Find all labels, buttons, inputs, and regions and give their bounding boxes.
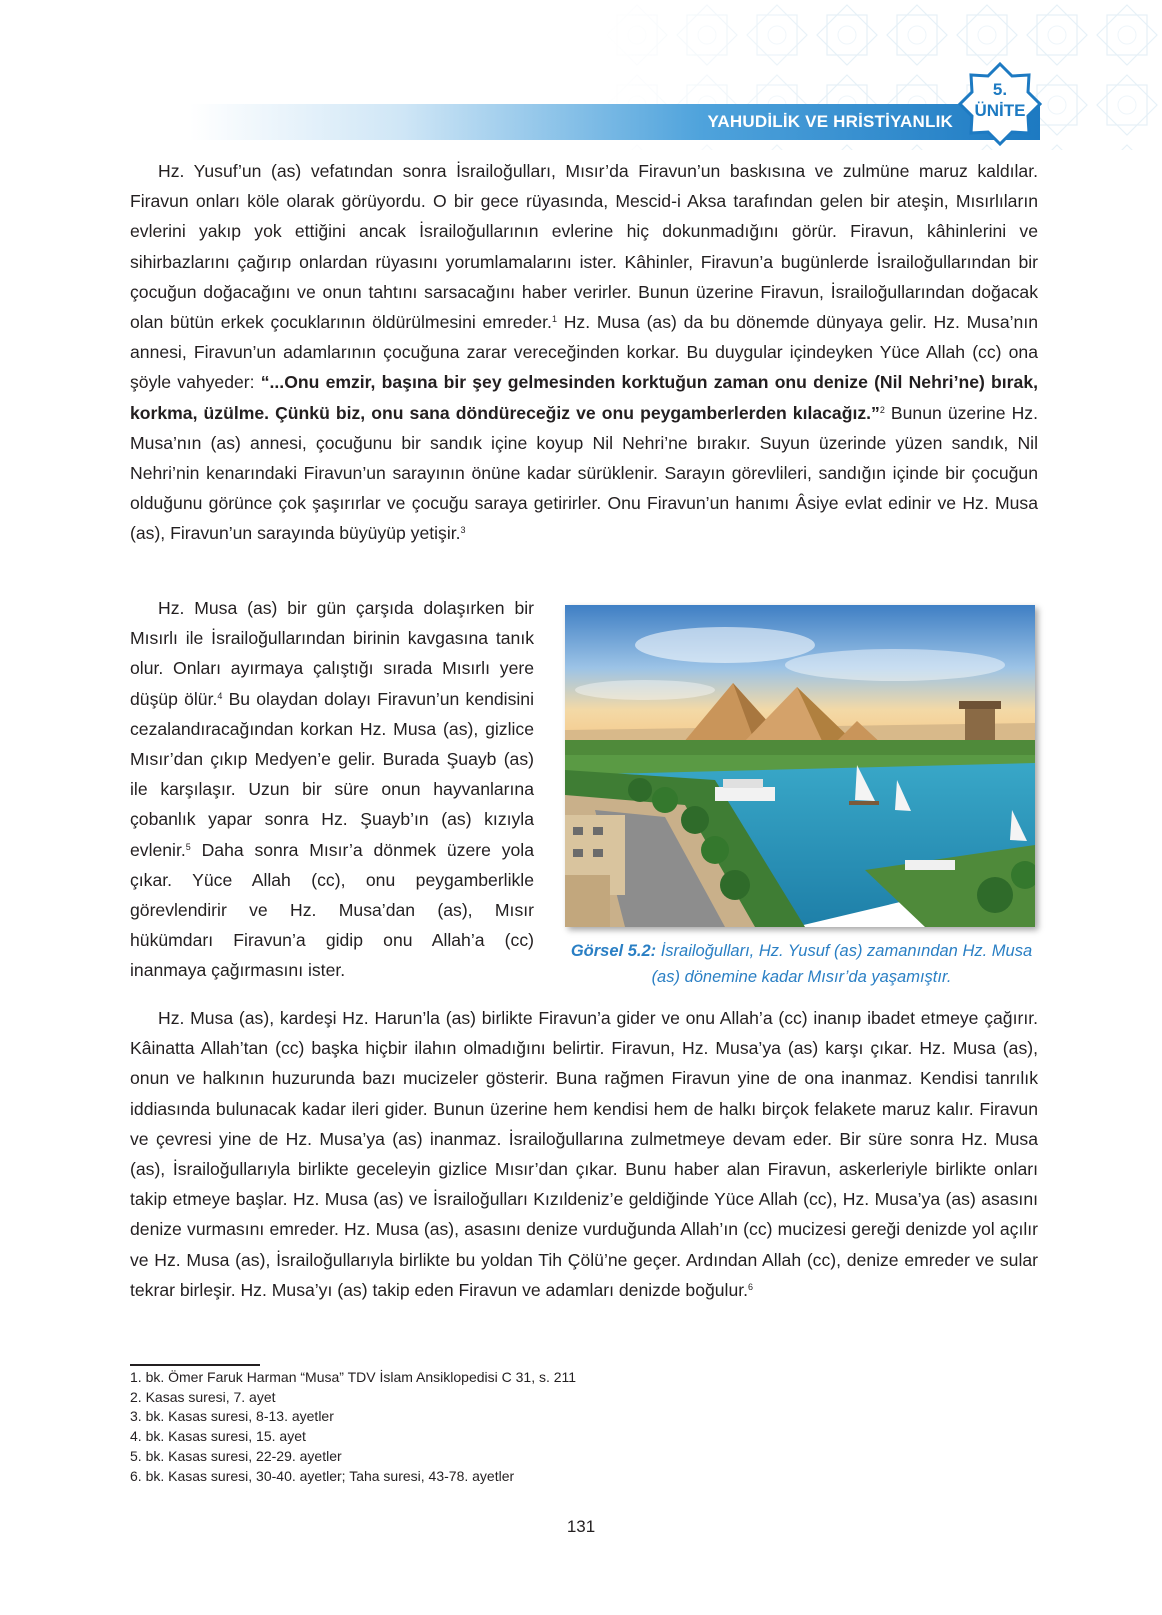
footnote-ref-3: 3 xyxy=(460,525,466,536)
chapter-title: YAHUDİLİK VE HRİSTİYANLIK xyxy=(707,112,953,131)
paragraph-2-text-c: Daha sonra Mısır’a dönmek üzere yola çıkar. Yüce Allah (cc), onu peygamberlikle görevlendirir ve Hz. Musa’dan (as), Mısır hükümdarı Firavun’a gidip onu Allah’a (cc) inanmaya çağırmasını ister. xyxy=(130,839,534,981)
footnote-ref-6: 6 xyxy=(748,1281,754,1292)
paragraph-3-text: Hz. Musa (as), kardeşi Hz. Harun’la (as) birlikte Firavun’a gider ve onu Allah’a (cc) inanıp ibadet etmeye çağırır. Kâinatta Allah’tan (cc) başka hiçbir ilahın olmadığını belirtir. Firavun, Hz. Musa’ya (as) karşı çıkar. Hz. Musa (as), onun ve halkının huzurunda bazı mucizeler gösterir. Buna rağmen Firavun yine de ona inanmaz. Kendisi tanrılık iddiasında bulunacak kadar ileri gider. Bunun üzerine hem kendisi hem de halkı birçok felakete maruz kalır. Firavun ve çevresi yine de Hz. Musa’ya (as) inanmaz. İsrailoğullarına zulmetmeye devam eder. Bir süre sonra Hz. Musa (as), İsrailoğullarıyla birlikte geceleyin gizlice Mısır’dan çıkar. Bunu haber alan Firavun, askerleriyle birlikte onları takip etmeye başlar. Hz. Musa (as) ve İsrailoğulları Kızıldeniz’e geldiğinde Yüce Allah (cc), Hz. Musa’ya (as) asasını denize vurmasını emreder. Hz. Musa (as), asasını denize vurduğunda Allah’ın (cc) mucizesi gereği denizde yol açılır ve Hz. Musa (as), İsrailoğullarıyla birlikte bu yoldan Tih Çölü’ne geçer. Ardından Allah (cc), denize emreder ve sular tekrar birleşir. Hz. Musa’yı (as) takip eden Firavun ve adamları denizde boğulur. xyxy=(130,1008,1038,1300)
footnote-item: 3. bk. Kasas suresi, 8-13. ayetler xyxy=(130,1408,334,1425)
figure-label: Görsel 5.2: xyxy=(570,942,657,960)
paragraph-1-text-c: Bunun üzerine Hz. Musa’nın (as) annesi, çocuğunu bir sandık içine koyup Nil Nehri’ne bırakır. Suyun üzerinde yüzen sandık, Nil Nehri’nin kenarındaki Firavun’un sarayının önüne kadar sürüklenir. Sarayın görevlileri, sandığın içinde bir çocuğun olduğunu görünce çok şaşırırlar ve çocuğu saraya getirirler. Onu Firavun’un hanımı Âsiye evlat edinir ve Hz. Musa (as), Firavun’un sarayında büyüyüp yetişir. xyxy=(130,402,1038,544)
paragraph-2-text-a: Hz. Musa (as) bir gün çarşıda dolaşırken bir Mısırlı ile İsrailoğullarından birinin kavgasına tanık olur. Onları ayırmaya çalıştığı sırada Mısırlı yere düşüp ölür. xyxy=(130,598,534,709)
footnote-item: 2. Kasas suresi, 7. ayet xyxy=(130,1388,276,1405)
footnote-divider xyxy=(130,1364,260,1366)
figure-caption xyxy=(565,938,1038,990)
paragraph-1-text-a: Hz. Yusuf’un (as) vefatından sonra İsrailoğulları, Mısır’da Firavun’un baskısına ve zulmüne maruz kaldılar. Firavun onları köle olarak görüyordu. O bir gece rüyasında, Mescid-i Aksa tarafından gelen bir ateşin, Mısırlıların evlerini yakıp yok ettiğini ancak İsrailoğullarının evlerine hiç dokunmadığını görür. Firavun, kâhinlerini ve sihirbazlarını çağırıp onlardan rüyasını yorumlamalarını ister. Kâhinler, Firavun’a bugünlerde İsrailoğullarından bir çocuğun doğacağını ve onun tahtını sarsacağını haber verirler. Bunun üzerine Firavun, İsrailoğullarından doğacak olan bütün erkek çocuklarının öldürülmesini emreder. xyxy=(130,161,1038,333)
nile-pyramids-photo xyxy=(565,605,1035,927)
paragraph-2 xyxy=(130,593,534,986)
paragraph-1 xyxy=(130,156,1038,549)
paragraph-3 xyxy=(130,1003,1038,1305)
paragraph-2-text-b: Bu olaydan dolayı Firavun’un kendisini cezalandıracağından korkan Hz. Musa (as), gizlice Mısır’dan çıkıp Medyen’e gelir. Burada Şuayb (as) ile karşılaşır. Uzun bir süre onun hayvanlarına çobanlık yapar sonra Hz. Şuayb’ın (as) kızıyla evlenir. xyxy=(130,688,534,860)
photo-illustration xyxy=(565,605,1035,927)
unit-number: 5. xyxy=(992,80,1008,99)
quran-quote: “...Onu emzir, başına bir şey gelmesinden korktuğun zaman onu denize (Nil Nehri’ne) bırak, korkma, üzülme. Çünkü biz, onu sana döndüreceğiz ve onu peygamberlerden kılacağız.” xyxy=(130,372,1038,423)
footnote-ref-2: 2 xyxy=(879,404,885,415)
page-number: 131 xyxy=(566,1517,596,1536)
footnote-item: 4. bk. Kasas suresi, 15. ayet xyxy=(130,1428,306,1445)
footnote-ref-5: 5 xyxy=(185,841,191,852)
footnote-ref-1: 1 xyxy=(551,314,557,325)
footnote-item: 5. bk. Kasas suresi, 22-29. ayetler xyxy=(130,1447,342,1464)
footnote-item: 1. bk. Ömer Faruk Harman “Musa” TDV İslam Ansiklopedisi C 31, s. 211 xyxy=(130,1369,577,1385)
footnote-ref-4: 4 xyxy=(217,690,223,701)
figure-caption-text: İsrailoğulları, Hz. Yusuf (as) zamanından Hz. Musa (as) dönemine kadar Mısır’da yaşamıştır. xyxy=(651,942,1033,986)
paragraph-1-text-b: Hz. Musa (as) da bu dönemde dünyaya gelir. Hz. Musa’nın annesi, Firavun’un adamlarının çocuğuna zarar vereceğinden korkar. Bu duygular içindeyken Yüce Allah (cc) ona şöyle vahyeder: xyxy=(130,312,1038,393)
footnotes xyxy=(130,1368,576,1486)
footnote-item: 6. bk. Kasas suresi, 30-40. ayetler; Taha suresi, 43-78. ayetler xyxy=(130,1467,515,1484)
unit-label: ÜNİTE xyxy=(974,101,1026,120)
